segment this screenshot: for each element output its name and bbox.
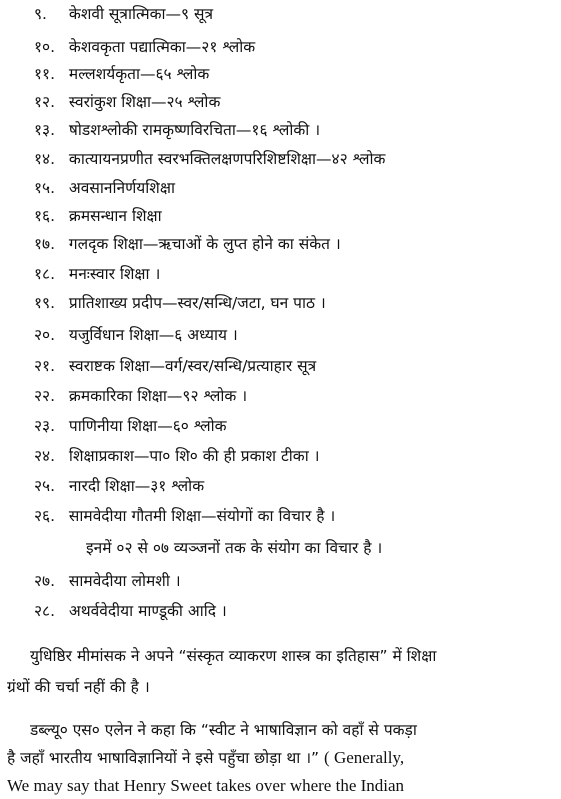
item-number: १२. bbox=[34, 93, 56, 111]
item-number: २६. bbox=[34, 507, 56, 525]
item-number: १४. bbox=[34, 150, 56, 168]
item-number: १८. bbox=[34, 265, 56, 283]
item-text: स्वराष्टक शिक्षा—वर्ग/स्वर/सन्धि/प्रत्याहार सूत्र bbox=[64, 357, 317, 375]
list-item bbox=[34, 264, 557, 284]
list-item bbox=[34, 234, 557, 254]
item-text: क्रमसन्धान शिक्षा bbox=[64, 207, 162, 225]
list-item bbox=[34, 206, 557, 226]
item-text: क्रमकारिका शिक्षा—९२ श्लोक । bbox=[64, 387, 248, 405]
list-item-note bbox=[86, 538, 557, 558]
list-item bbox=[34, 601, 557, 621]
item-number: २४. bbox=[34, 447, 56, 465]
list-item bbox=[34, 325, 557, 345]
item-number: २३. bbox=[34, 417, 56, 435]
item-text: केशवी सूत्रात्मिका—९ सूत्र bbox=[64, 5, 214, 23]
paragraph-line bbox=[7, 748, 557, 768]
list-item bbox=[34, 446, 557, 466]
item-number: ११. bbox=[34, 65, 56, 83]
list-item bbox=[34, 506, 557, 526]
item-number: २७. bbox=[34, 572, 56, 590]
list-item bbox=[34, 356, 557, 376]
item-number: १०. bbox=[34, 38, 56, 56]
item-text: कात्यायनप्रणीत स्वरभक्तिलक्षणपरिशिष्टशिक्षा—४२ श्लोक bbox=[64, 150, 386, 168]
list-item bbox=[34, 386, 557, 406]
item-text: मनःस्वार शिक्षा । bbox=[64, 265, 161, 283]
list-item bbox=[34, 178, 557, 198]
item-text: शिक्षाप्रकाश—पा० शि० की ही प्रकाश टीका । bbox=[64, 447, 320, 465]
item-text: प्रातिशाख्य प्रदीप—स्वर/सन्धि/जटा, घन पाठ । bbox=[64, 294, 326, 312]
list-item bbox=[34, 149, 557, 169]
item-number: १३. bbox=[34, 121, 56, 139]
item-number: १६. bbox=[34, 207, 56, 225]
paragraph-line: ग्रंथों की चर्चा नहीं की है । bbox=[7, 678, 150, 696]
item-number: ९. bbox=[34, 5, 47, 23]
list-item bbox=[34, 416, 557, 436]
item-text: मल्लशर्यकृता—६५ श्लोक bbox=[64, 65, 210, 83]
item-number: २०. bbox=[34, 326, 56, 344]
item-text: सामवेदीया गौतमी शिक्षा—संयोगों का विचार है । bbox=[64, 507, 336, 525]
item-number: १७. bbox=[34, 235, 56, 253]
item-text: अवसाननिर्णयशिक्षा bbox=[64, 179, 175, 197]
list-item bbox=[34, 64, 557, 84]
list-item bbox=[34, 4, 557, 24]
item-number: १५. bbox=[34, 179, 56, 197]
item-text: सामवेदीया लोमशी । bbox=[64, 572, 181, 590]
item-text: यजुर्विधान शिक्षा—६ अध्याय । bbox=[64, 326, 238, 344]
item-text: पाणिनीया शिक्षा—६० श्लोक bbox=[64, 417, 227, 435]
list-item bbox=[34, 571, 557, 591]
item-number: २५. bbox=[34, 477, 56, 495]
paragraph-line: युधिष्ठिर मीमांसक ने अपने “संस्कृत व्याकरण शास्त्र का इतिहास” में शिक्षा bbox=[30, 647, 437, 665]
list-item bbox=[34, 293, 557, 313]
item-text: अथर्ववेदीया माण्डूकी आदि । bbox=[64, 602, 227, 620]
paragraph-line: डब्ल्यू० एस० एलेन ने कहा कि “स्वीट ने भाषाविज्ञान को वहाँ से पकड़ा bbox=[30, 721, 417, 739]
item-text: गलदृक शिक्षा—ऋचाओं के लुप्त होने का संकेत । bbox=[64, 235, 341, 253]
list-item bbox=[34, 37, 557, 57]
item-text: इनमें ०२ से ०७ व्यञ्जनों तक के संयोग का विचार है । bbox=[86, 539, 383, 557]
list-item bbox=[34, 120, 557, 140]
paragraph-text-hindi: है जहाँ भारतीय भाषाविज्ञानियों ने इसे पहुँचा छोड़ा था ।” bbox=[7, 749, 325, 767]
item-number: २८. bbox=[34, 602, 56, 620]
paragraph-line: We may say that Henry Sweet takes over where the Indian bbox=[7, 776, 405, 795]
item-number: २२. bbox=[34, 387, 56, 405]
item-number: १९. bbox=[34, 294, 56, 312]
list-item bbox=[34, 92, 557, 112]
item-text: षोडशश्लोकी रामकृष्णविरचिता—१६ श्लोकी । bbox=[64, 121, 321, 139]
paragraph-text-english: ( Generally, bbox=[324, 748, 405, 767]
item-number: २१. bbox=[34, 357, 56, 375]
list-item bbox=[34, 476, 557, 496]
item-text: स्वरांकुश शिक्षा—२५ श्लोक bbox=[64, 93, 221, 111]
item-text: नारदी शिक्षा—३१ श्लोक bbox=[64, 477, 205, 495]
item-text: केशवकृता पद्यात्मिका—२१ श्लोक bbox=[64, 38, 256, 56]
